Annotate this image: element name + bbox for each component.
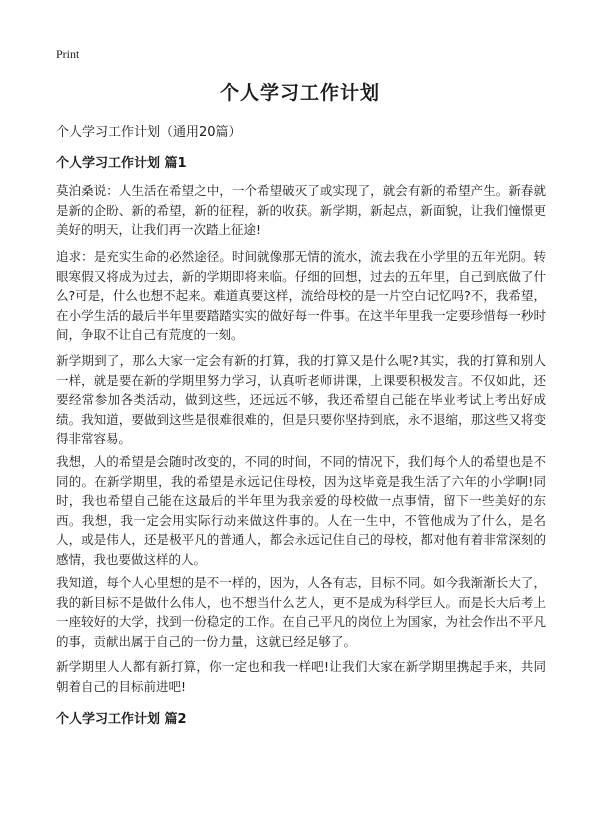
section-heading-1: 个人学习工作计划 篇1 <box>56 156 187 171</box>
paragraph-5: 我知道，每个人心里想的是不一样的，因为，人各有志，目标不同。如今我渐渐长大了，我的新目标不是做什么伟人，也不想当什么艺人，更不是成为科学巨人。而是长大后考上一座较好的大学，找到一份稳定的工作。在自己平凡的岗位上为国家，为社会作出不平凡的事，贡献出属于自己的一份力量，这就已经足够了。 <box>56 575 546 649</box>
document-title: 个人学习工作计划 <box>219 82 380 104</box>
document-subtitle: 个人学习工作计划（通用20篇） <box>56 125 242 140</box>
paragraph-2: 追求：是充实生命的必然途径。时间就像那无情的流水，流去我在小学里的五年光阴。转眼寒假又将成为过去，新的学期即将来临。仔细的回想，过去的五年里，自己到底做了什么?可是，什么也想不起来。难道真要这样，流给母校的是一片空白记忆吗?不，我希望，在小学生活的最后半年里要踏踏实实的做好每一件事。在这半年里我一定要珍惜每一秒时间，争取不让自己有荒度的一刻。 <box>56 249 546 343</box>
paragraph-1: 莫泊桑说：人生活在希望之中，一个希望破灭了或实现了，就会有新的希望产生。新春就是新的企盼、新的希望，新的征程，新的收获。新学期，新起点，新面貌，让我们憧憬更美好的明天，让我们再一次踏上征途! <box>56 183 546 238</box>
print-label: Print <box>56 47 80 61</box>
paragraph-4: 我想，人的希望是会随时改变的，不同的时间，不同的情况下，我们每个人的希望也是不同的。在新学期里，我的希望是永远记住母校，因为这毕竟是我生活了六年的小学啊!同时，我也希望自己能在这最后的半年里为我亲爱的母校做一点事情，留下一些美好的东西。我想，我一定会用实际行动来做这件事的。人在一生中，不管他成为了什么，是名人，或是伟人，还是极平凡的普通人，都会永远记住自己的母校，都对他有着非常深刻的感情，我也要做这样的人。 <box>56 454 546 567</box>
paragraph-3: 新学期到了，那么大家一定会有新的打算，我的打算又是什么呢?其实，我的打算和别人一样，就是要在新的学期里努力学习，认真听老师讲课，上课要积极发言。不仅如此，还要经常参加各类活动，做到这些，还远远不够，我还希望自己能在毕业考试上考出好成绩。我知道，要做到这些是很难很难的，但是只要你坚持到底，永不退缩，那这些又将变得非常容易。 <box>56 353 546 447</box>
paragraph-6: 新学期里人人都有新打算，你一定也和我一样吧!让我们大家在新学期里携起手来，共同朝着自己的目标前进吧! <box>56 659 546 694</box>
section-heading-2: 个人学习工作计划 篇2 <box>56 712 187 727</box>
